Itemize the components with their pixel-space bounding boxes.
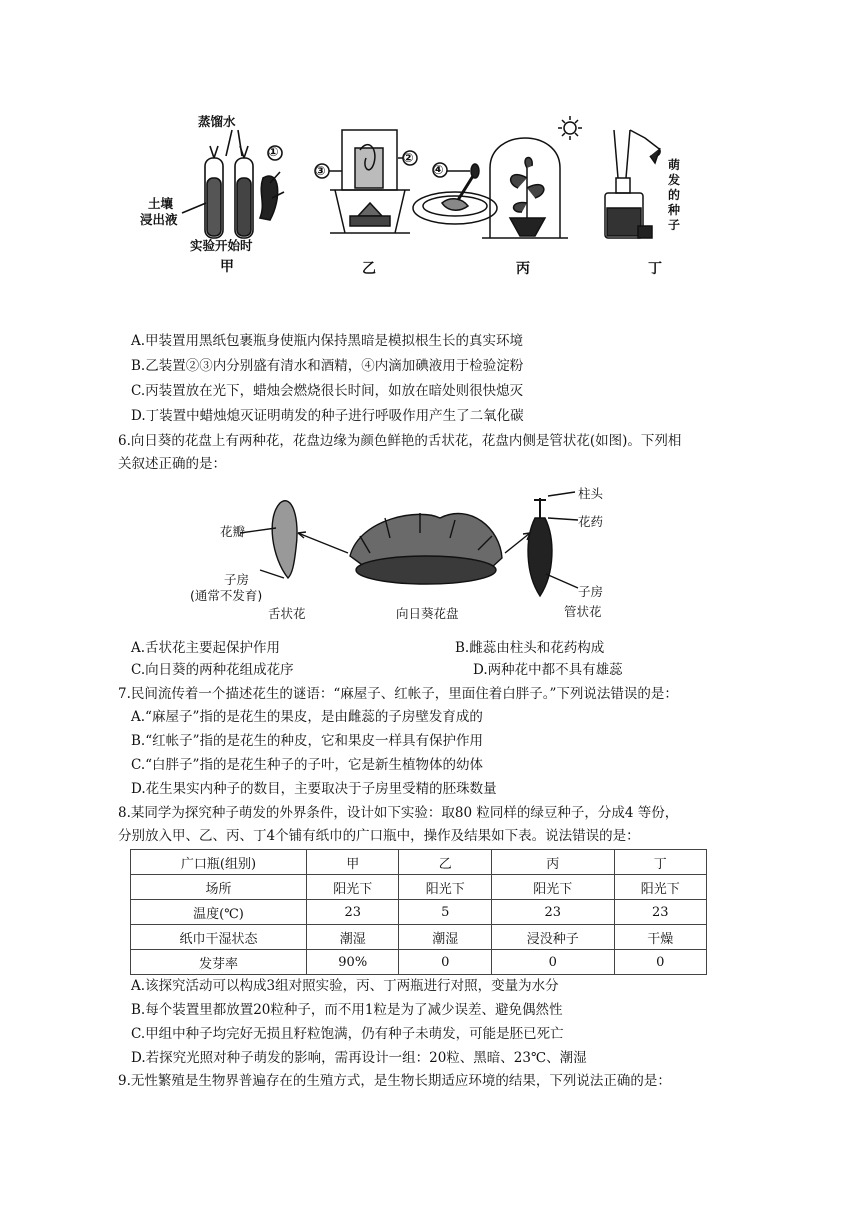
petri-dish-drop (413, 163, 497, 224)
tubular-flower (528, 518, 552, 596)
q5-figure (130, 108, 690, 278)
q6-stem-line1: 6.向日葵的花盘上有两种花，花盘边缘为颜色鲜艳的舌状花，花盘内侧是管状花(如图)。下列相 (118, 433, 682, 449)
table-row (131, 875, 707, 900)
table-header-row (131, 850, 707, 875)
table-cell: 发芽率 (131, 950, 307, 975)
table-header-cell: 广口瓶(组别) (131, 850, 307, 875)
q8-stem-line1: 8.某同学为探究种子萌发的外界条件，设计如下实验：取80 粒同样的绿豆种子，分成4 等份， (118, 805, 679, 821)
table-cell: 潮湿 (307, 925, 399, 950)
table-header-cell: 甲 (307, 850, 399, 875)
q5-option-d: D.丁装置中蜡烛熄灭证明萌发的种子进行呼吸作用产生了二氧化碳 (131, 408, 524, 424)
bell-jar-bing (482, 116, 582, 238)
label-distilled-water: 蒸馏水 (198, 114, 236, 129)
table-cell: 干燥 (614, 925, 707, 950)
q8-option-a: A.该探究活动可以构成3组对照实验，丙、丁两瓶进行对照，变量为水分 (131, 978, 559, 994)
ray-flower-petal (272, 501, 297, 578)
label-circle-4: ④ (433, 162, 444, 177)
table-cell: 5 (399, 900, 491, 925)
q7-option-b: B.“红帐子”指的是花生的种皮，它和果皮一样具有保护作用 (131, 733, 484, 749)
table-header-cell: 丁 (614, 850, 707, 875)
table-cell: 温度(℃) (131, 900, 307, 925)
table-cell: 阳光下 (307, 875, 399, 900)
table-cell: 23 (491, 900, 614, 925)
label-jia: 甲 (220, 259, 234, 275)
label-petal: 花瓣 (220, 524, 246, 539)
table-row (131, 925, 707, 950)
label-ray-flower: 舌状花 (268, 606, 306, 621)
label-ovary: 子房 (578, 584, 604, 599)
q7-option-d: D.花生果实内种子的数目，主要取决于子房里受精的胚珠数量 (131, 781, 497, 797)
label-bing: 丙 (516, 261, 530, 277)
table-header-cell: 乙 (399, 850, 491, 875)
table-cell: 阳光下 (614, 875, 707, 900)
label-experiment-start: 实验开始时 (190, 238, 253, 253)
label-tubular-flower: 管状花 (564, 604, 602, 619)
table-cell: 阳光下 (399, 875, 491, 900)
label-circle-1: ① (268, 144, 279, 159)
q6-option-b: B.雌蕊由柱头和花药构成 (455, 640, 605, 656)
table-header-cell: 丙 (491, 850, 614, 875)
q6-option-d: D.两种花中都不具有雄蕊 (473, 662, 623, 678)
label-sprouting-seeds: 萌发的种子 (668, 158, 681, 232)
table-cell: 0 (614, 950, 707, 975)
q6-stem-line2: 关叙述正确的是： (118, 456, 226, 472)
table-cell: 23 (614, 900, 707, 925)
label-circle-2: ② (403, 150, 414, 165)
q6-sunflower-figure (180, 478, 640, 628)
q8-stem-line2: 分别放入甲、乙、丙、丁4个铺有纸巾的广口瓶中，操作及结果如下表。说法错误的是： (118, 828, 640, 844)
q6-option-a: A.舌状花主要起保护作用 (131, 640, 281, 656)
table-cell: 潮湿 (399, 925, 491, 950)
table-cell: 0 (399, 950, 491, 975)
q7-option-a: A.“麻屋子”指的是花生的果皮，是由雌蕊的子房壁发育成的 (131, 709, 483, 725)
label-circle-3: ③ (315, 163, 326, 178)
label-yi: 乙 (362, 261, 376, 277)
label-ding: 丁 (648, 261, 662, 277)
label-soil-extract-2: 浸出液 (140, 212, 178, 227)
table-cell: 90% (307, 950, 399, 975)
q9-stem: 9.无性繁殖是生物界普遍存在的生殖方式，是生物长期适应环境的结果，下列说法正确的是： (118, 1073, 671, 1089)
table-cell: 纸巾干湿状态 (131, 925, 307, 950)
q6-option-c: C.向日葵的两种花组成花序 (131, 662, 294, 678)
label-ovary-note-2: (通常不发育) (190, 588, 263, 603)
flask-ding (605, 130, 660, 238)
label-stigma: 柱头 (578, 486, 604, 501)
table-cell: 场所 (131, 875, 307, 900)
q5-option-c: C.丙装置放在光下，蜡烛会燃烧很长时间，如放在暗处则很快熄灭 (131, 383, 524, 399)
table-cell: 浸没种子 (491, 925, 614, 950)
label-anther: 花药 (578, 514, 604, 529)
label-ovary-note-1: 子房 (224, 572, 250, 587)
label-soil-extract-1: 土壤 (148, 196, 174, 211)
q8-option-d: D.若探究光照对种子萌发的影响，需再设计一组：20粒、黑暗、23℃、潮湿 (131, 1050, 587, 1066)
q7-option-c: C.“白胖子”指的是花生种子的子叶，它是新生植物体的幼体 (131, 757, 483, 773)
table-row (131, 950, 707, 975)
table-row (131, 900, 707, 925)
water-bath-yi (315, 130, 417, 233)
table-cell: 0 (491, 950, 614, 975)
q8-experiment-table (130, 849, 707, 975)
table-cell: 23 (307, 900, 399, 925)
q5-option-a: A.甲装置用黑纸包裹瓶身使瓶内保持黑暗是模拟根生长的真实环境 (131, 333, 524, 349)
label-flower-disc: 向日葵花盘 (396, 606, 459, 621)
q8-option-c: C.甲组中种子均完好无损且籽粒饱满，仍有种子未萌发，可能是胚已死亡 (131, 1026, 564, 1042)
q5-option-b: B.乙装置②③内分别盛有清水和酒精，④内滴加碘液用于检验淀粉 (131, 358, 524, 374)
table-cell: 阳光下 (491, 875, 614, 900)
q7-stem: 7.民间流传着一个描述花生的谜语：“麻屋子、红帐子，里面住着白胖子。”下列说法错误的是： (118, 686, 678, 702)
q8-option-b: B.每个装置里都放置20粒种子，而不用1粒是为了减少误差、避免偶然性 (131, 1002, 563, 1018)
